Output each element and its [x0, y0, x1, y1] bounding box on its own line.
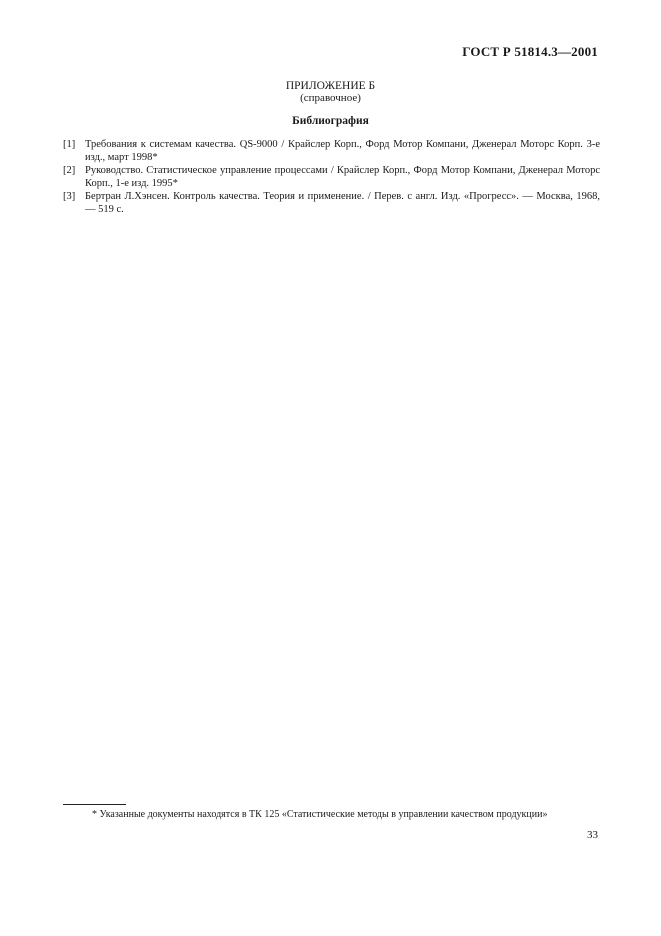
- appendix-title: ПРИЛОЖЕНИЕ Б: [285, 80, 376, 92]
- footnote-divider: [63, 804, 126, 805]
- bibliography-item-text: Бертран Л.Хэнсен. Контроль качества. Теория и применение. / Перев. с англ. Изд. «Прогресс». — Москва, 1968, — 519 с.: [85, 191, 600, 215]
- bibliography-item: [63, 139, 600, 164]
- bibliography-item-number: [2]: [63, 165, 76, 176]
- bibliography-heading: Библиография: [292, 115, 369, 127]
- bibliography-item-number: [1]: [63, 139, 76, 150]
- appendix-subtitle: (справочное): [300, 92, 361, 104]
- bibliography-list: [63, 139, 600, 217]
- page-number: 33: [587, 829, 598, 841]
- bibliography-item-text: Руководство. Статистическое управление процессами / Крайслер Корп., Форд Мотор Компани, Дженерал Моторс Корп., 1-е изд. 1995*: [85, 165, 600, 189]
- document-code: ГОСТ Р 51814.3—2001: [462, 44, 598, 59]
- bibliography-item: [63, 191, 600, 216]
- bibliography-item-number: [3]: [63, 191, 76, 202]
- bibliography-item: [63, 165, 600, 190]
- footnote-text: * Указанные документы находятся в ТК 125 «Статистические методы в управлении качеством продукции»: [92, 809, 548, 820]
- bibliography-item-text: Требования к системам качества. QS-9000 / Крайслер Корп., Форд Мотор Компани, Дженерал Моторс Корп. 3-е изд., март 1998*: [85, 139, 600, 163]
